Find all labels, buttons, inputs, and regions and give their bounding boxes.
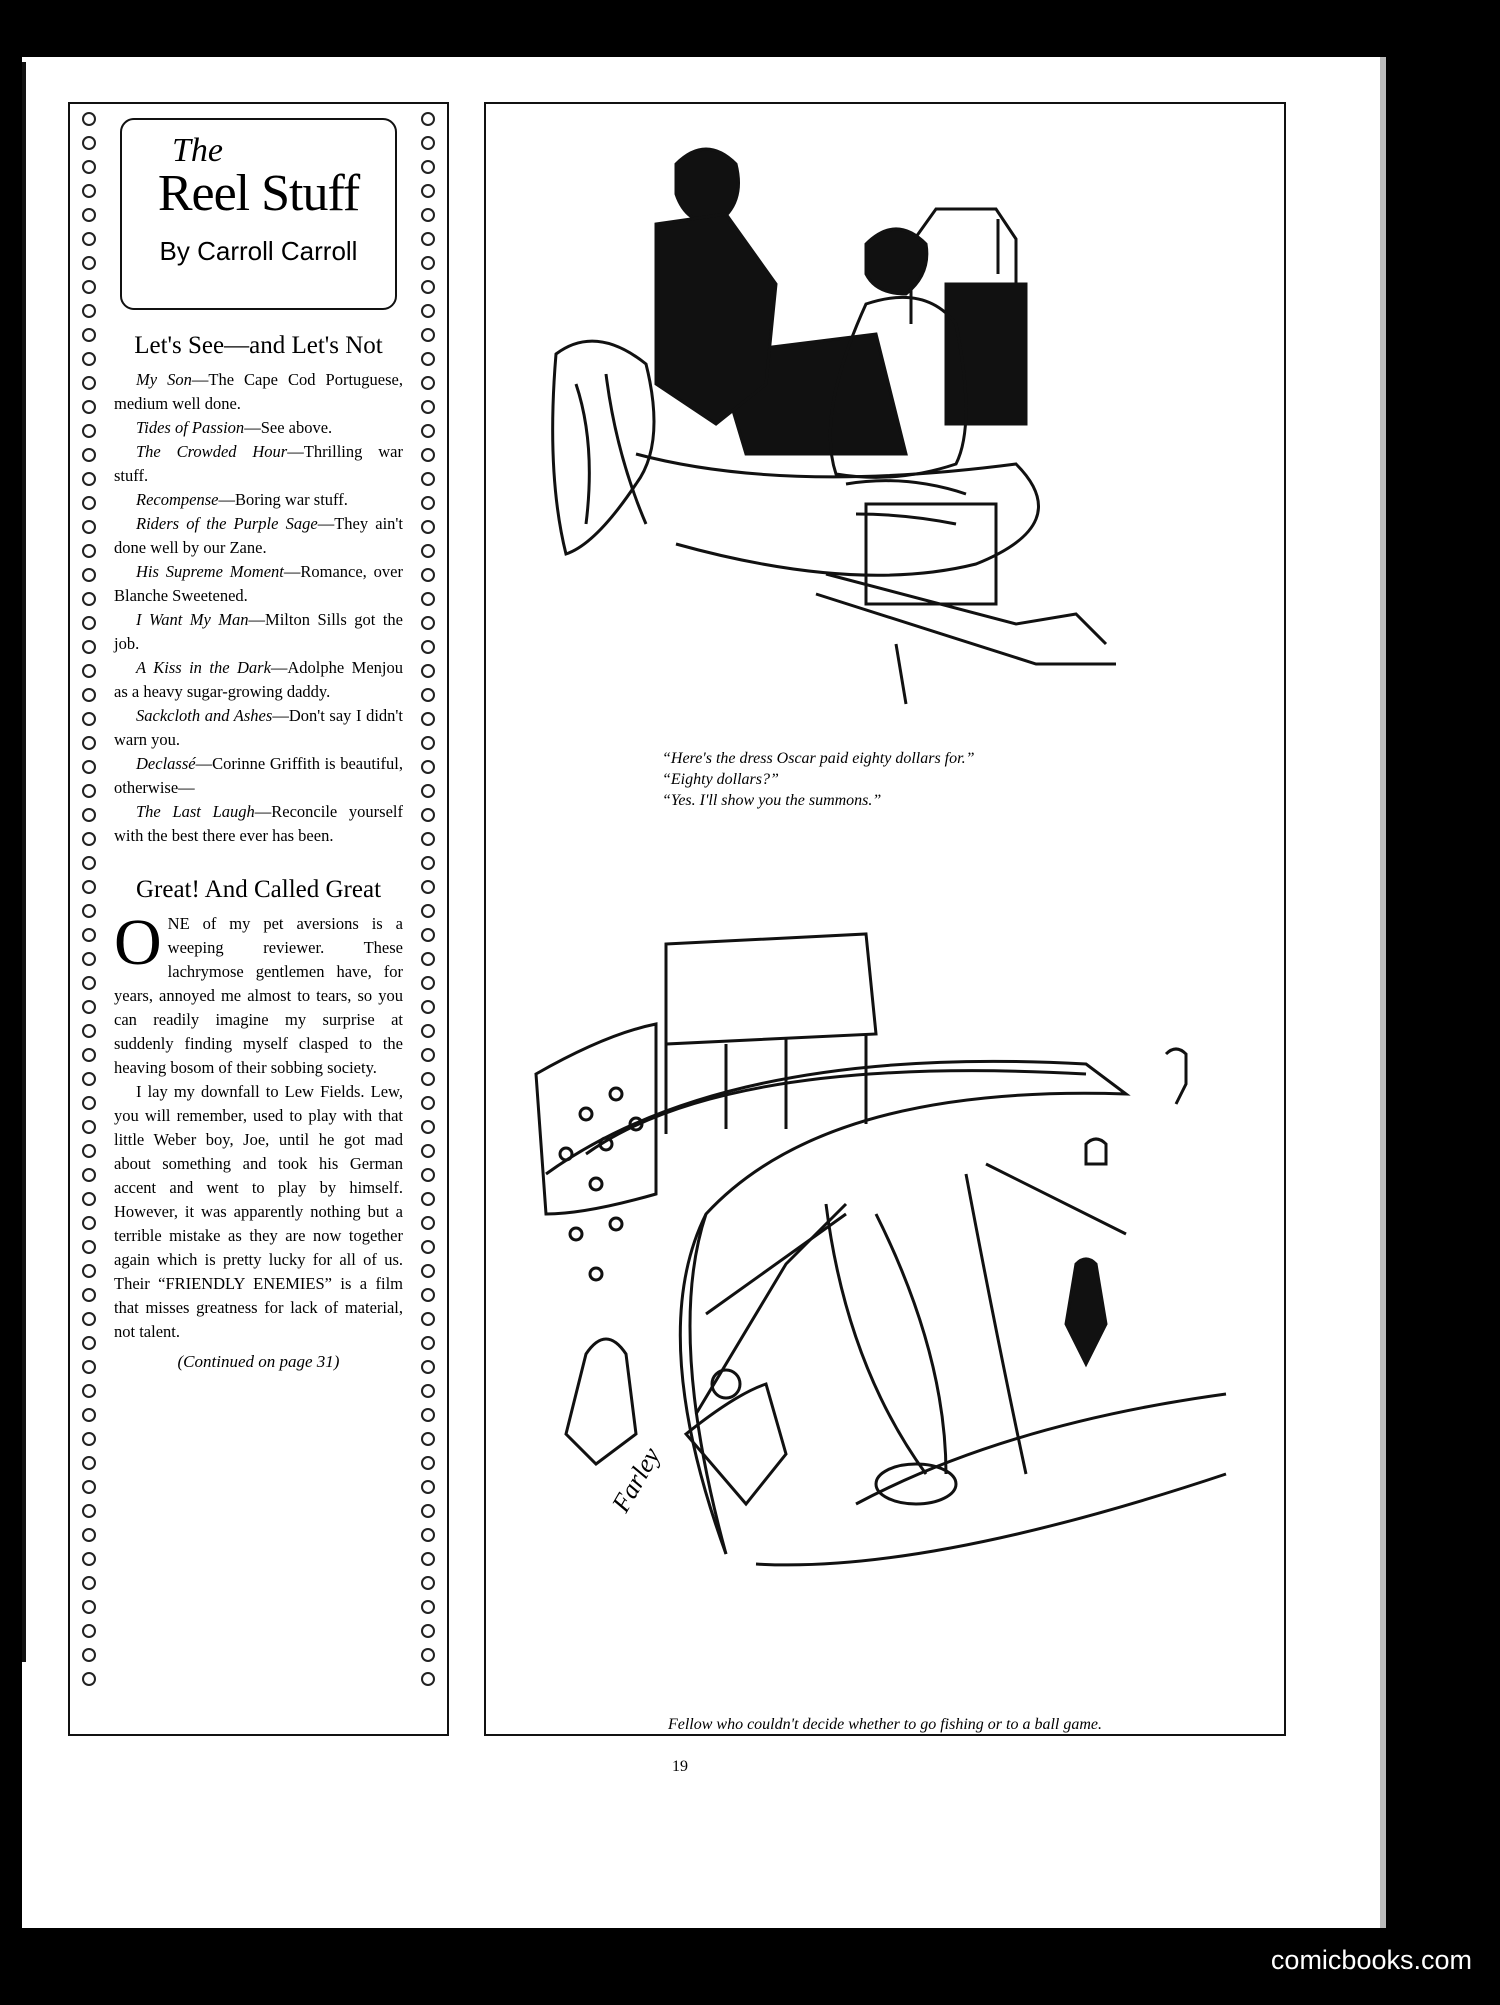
sprocket-hole bbox=[82, 1240, 96, 1254]
paragraph-1-text: NE of my pet aversions is a weeping reviewer. These lachrymose gentlemen have, for years, annoyed me almost to tears, so you can readily imagine my surprise at suddenly finding myself clasped to the heaving bosom of their sobbing society. bbox=[114, 914, 403, 1077]
caption-line-2: “Eighty dollars?” bbox=[662, 771, 779, 788]
sprocket-hole bbox=[421, 544, 435, 558]
sprocket-hole bbox=[82, 1288, 96, 1302]
continued-note: (Continued on page 31) bbox=[177, 1352, 340, 1371]
sprocket-hole bbox=[421, 1336, 435, 1350]
column-title: Reel Stuff bbox=[157, 165, 360, 222]
sprocket-hole bbox=[82, 280, 96, 294]
sprocket-hole bbox=[82, 1144, 96, 1158]
review-text: —See above. bbox=[244, 418, 333, 437]
film-sprockets-right bbox=[417, 112, 439, 1726]
sprocket-hole bbox=[421, 1624, 435, 1638]
sprocket-hole bbox=[82, 304, 96, 318]
film-title: My Son bbox=[136, 370, 192, 389]
review-text: —Thrilling war stuff. bbox=[114, 442, 403, 485]
sprocket-hole bbox=[82, 1624, 96, 1638]
review-text: —Don't say I didn't warn you. bbox=[114, 706, 403, 749]
sprocket-hole bbox=[421, 736, 435, 750]
sprocket-hole bbox=[421, 1480, 435, 1494]
review-text: —Corinne Griffith is beautiful, otherwise— bbox=[114, 754, 403, 797]
review-item bbox=[114, 416, 403, 440]
sprocket-hole bbox=[421, 688, 435, 702]
section-heading-great: Great! And Called Great bbox=[135, 876, 382, 903]
sprocket-hole bbox=[421, 520, 435, 534]
binding-line bbox=[22, 62, 26, 1662]
sprocket-hole bbox=[421, 1240, 435, 1254]
sprocket-hole bbox=[421, 448, 435, 462]
sprocket-hole bbox=[421, 1672, 435, 1686]
sprocket-hole bbox=[82, 1264, 96, 1278]
review-item bbox=[114, 512, 403, 560]
sprocket-hole bbox=[82, 784, 96, 798]
review-item bbox=[114, 560, 403, 608]
sprocket-hole bbox=[82, 1600, 96, 1614]
cartoon-1-caption bbox=[662, 748, 974, 811]
sprocket-hole bbox=[421, 976, 435, 990]
film-title: Recompense bbox=[136, 490, 219, 509]
title-the: The bbox=[172, 132, 223, 169]
sprocket-hole bbox=[421, 1288, 435, 1302]
sprocket-hole bbox=[421, 1048, 435, 1062]
sprocket-hole bbox=[421, 856, 435, 870]
sprocket-hole bbox=[82, 112, 96, 126]
sprocket-hole bbox=[421, 784, 435, 798]
sprocket-hole bbox=[82, 952, 96, 966]
sprocket-hole bbox=[421, 1576, 435, 1590]
sprocket-hole bbox=[82, 496, 96, 510]
sprocket-hole bbox=[82, 184, 96, 198]
sprocket-hole bbox=[421, 832, 435, 846]
sprocket-hole bbox=[421, 904, 435, 918]
sprocket-hole bbox=[421, 376, 435, 390]
sprocket-hole bbox=[82, 1552, 96, 1566]
caption-line-3: “Yes. I'll show you the summons.” bbox=[662, 792, 882, 809]
sprocket-hole bbox=[421, 424, 435, 438]
sprocket-hole bbox=[82, 1504, 96, 1518]
sprocket-hole bbox=[82, 1576, 96, 1590]
sprocket-hole bbox=[421, 112, 435, 126]
sprocket-hole bbox=[421, 232, 435, 246]
film-title: Tides of Passion bbox=[136, 418, 245, 437]
sprocket-hole bbox=[82, 160, 96, 174]
film-sprockets-left bbox=[78, 112, 100, 1726]
sprocket-hole bbox=[421, 1600, 435, 1614]
sprocket-hole bbox=[421, 1264, 435, 1278]
sprocket-hole bbox=[421, 1648, 435, 1662]
byline: By Carroll Carroll bbox=[159, 236, 358, 266]
sprocket-hole bbox=[421, 328, 435, 342]
sprocket-hole bbox=[82, 1312, 96, 1326]
sprocket-hole bbox=[421, 616, 435, 630]
sprocket-hole bbox=[421, 1528, 435, 1542]
sprocket-hole bbox=[82, 664, 96, 678]
sprocket-hole bbox=[82, 400, 96, 414]
review-text: —The Cape Cod Portuguese, medium well done. bbox=[114, 370, 403, 413]
sprocket-hole bbox=[421, 568, 435, 582]
sprocket-hole bbox=[82, 688, 96, 702]
sprocket-hole bbox=[82, 544, 96, 558]
sprocket-hole bbox=[421, 1168, 435, 1182]
sprocket-hole bbox=[82, 352, 96, 366]
sprocket-hole bbox=[82, 1024, 96, 1038]
sprocket-hole bbox=[82, 1456, 96, 1470]
sprocket-hole bbox=[82, 880, 96, 894]
sprocket-hole bbox=[82, 1216, 96, 1230]
article-paragraph-2: I lay my downfall to Lew Fields. Lew, you will remember, used to play with that little Weber boy, Joe, until he got mad about something and took his German accent and went to play by himself. However, it was apparently nothing but a terrible mistake as they are now together again which is pretty lucky for all of us. Their “FRIENDLY ENEMIES” is a film that misses greatness for lack of material, not talent. bbox=[114, 1082, 403, 1341]
film-title: Sackcloth and Ashes bbox=[136, 706, 273, 725]
review-item bbox=[114, 656, 403, 704]
sprocket-hole bbox=[421, 1072, 435, 1086]
sprocket-hole bbox=[421, 1408, 435, 1422]
sprocket-hole bbox=[421, 1552, 435, 1566]
sprocket-hole bbox=[82, 208, 96, 222]
review-text: —Milton Sills got the job. bbox=[114, 610, 403, 653]
sprocket-hole bbox=[421, 1216, 435, 1230]
section-heading-lets-see: Let's See—and Let's Not bbox=[134, 332, 383, 359]
sprocket-hole bbox=[82, 232, 96, 246]
sprocket-hole bbox=[82, 640, 96, 654]
sprocket-hole bbox=[421, 400, 435, 414]
cartoon-2-caption: Fellow who couldn't decide whether to go fishing or to a ball game. bbox=[667, 1716, 1103, 1733]
sprocket-hole bbox=[82, 1072, 96, 1086]
sprocket-hole bbox=[421, 1504, 435, 1518]
sprocket-hole bbox=[421, 664, 435, 678]
sprocket-hole bbox=[421, 952, 435, 966]
watermark: comicbooks.com bbox=[1270, 1945, 1472, 1975]
sprocket-hole bbox=[421, 136, 435, 150]
sprocket-hole bbox=[421, 1000, 435, 1014]
sprocket-hole bbox=[82, 472, 96, 486]
sprocket-hole bbox=[421, 496, 435, 510]
sprocket-hole bbox=[82, 832, 96, 846]
sprocket-hole bbox=[82, 616, 96, 630]
sprocket-hole bbox=[82, 1168, 96, 1182]
sprocket-hole bbox=[82, 1120, 96, 1134]
sprocket-hole bbox=[82, 376, 96, 390]
sprocket-hole bbox=[421, 928, 435, 942]
sprocket-hole bbox=[421, 304, 435, 318]
review-item bbox=[114, 608, 403, 656]
film-title: Declassé bbox=[136, 754, 196, 773]
sprocket-hole bbox=[421, 1120, 435, 1134]
sprocket-hole bbox=[82, 424, 96, 438]
sprocket-hole bbox=[421, 184, 435, 198]
caption-line-1: “Here's the dress Oscar paid eighty dollars for.” bbox=[662, 750, 975, 767]
sprocket-hole bbox=[421, 1144, 435, 1158]
sprocket-hole bbox=[82, 1528, 96, 1542]
sprocket-hole bbox=[82, 1360, 96, 1374]
cartoon-panel bbox=[484, 102, 1286, 1736]
sprocket-hole bbox=[421, 808, 435, 822]
film-title: Riders of the Purple Sage bbox=[136, 514, 318, 533]
sprocket-hole bbox=[82, 1672, 96, 1686]
sprocket-hole bbox=[82, 1384, 96, 1398]
review-item bbox=[114, 440, 403, 488]
reel-stuff-column bbox=[68, 102, 449, 1736]
sprocket-hole bbox=[421, 1024, 435, 1038]
sprocket-hole bbox=[82, 592, 96, 606]
sprocket-hole bbox=[421, 1456, 435, 1470]
review-text: —Romance, over Blanche Sweetened. bbox=[114, 562, 403, 605]
review-item bbox=[114, 704, 403, 752]
review-item bbox=[114, 488, 403, 512]
review-text: —They ain't done well by our Zane. bbox=[114, 514, 403, 557]
sprocket-hole bbox=[82, 736, 96, 750]
sprocket-hole bbox=[82, 520, 96, 534]
ballpark-fishing-illustration bbox=[526, 914, 1256, 1594]
sprocket-hole bbox=[421, 880, 435, 894]
film-title: His Supreme Moment bbox=[136, 562, 284, 581]
page-number: 19 bbox=[672, 1758, 688, 1775]
sprocket-hole bbox=[421, 160, 435, 174]
review-text: —Adolphe Menjou as a heavy sugar-growing daddy. bbox=[114, 658, 403, 701]
sprocket-hole bbox=[82, 760, 96, 774]
film-title: The Crowded Hour bbox=[136, 442, 288, 461]
sprocket-hole bbox=[82, 712, 96, 726]
sprocket-hole bbox=[421, 208, 435, 222]
review-item bbox=[114, 368, 403, 416]
dressing-room-illustration bbox=[516, 124, 1256, 744]
film-title: I Want My Man bbox=[136, 610, 249, 629]
sprocket-hole bbox=[82, 1480, 96, 1494]
sprocket-hole bbox=[82, 568, 96, 582]
article-paragraph-1 bbox=[114, 906, 403, 1080]
sprocket-hole bbox=[421, 712, 435, 726]
sprocket-hole bbox=[421, 280, 435, 294]
sprocket-hole bbox=[82, 1000, 96, 1014]
column-title-box bbox=[120, 118, 397, 310]
sprocket-hole bbox=[421, 592, 435, 606]
sprocket-hole bbox=[82, 256, 96, 270]
sprocket-hole bbox=[82, 808, 96, 822]
sprocket-hole bbox=[421, 256, 435, 270]
sprocket-hole bbox=[421, 1384, 435, 1398]
drop-cap: O bbox=[114, 906, 162, 979]
sprocket-hole bbox=[82, 1192, 96, 1206]
sprocket-hole bbox=[421, 1192, 435, 1206]
sprocket-hole bbox=[421, 472, 435, 486]
sprocket-hole bbox=[82, 1336, 96, 1350]
sprocket-hole bbox=[82, 904, 96, 918]
page-edge bbox=[1380, 57, 1386, 1928]
sprocket-hole bbox=[82, 1048, 96, 1062]
sprocket-hole bbox=[82, 1408, 96, 1422]
sprocket-hole bbox=[82, 976, 96, 990]
film-title: The Last Laugh bbox=[136, 802, 255, 821]
sprocket-hole bbox=[82, 328, 96, 342]
sprocket-hole bbox=[421, 760, 435, 774]
artist-signature: Farley bbox=[606, 1442, 666, 1517]
film-title: A Kiss in the Dark bbox=[136, 658, 271, 677]
sprocket-hole bbox=[82, 136, 96, 150]
review-item bbox=[114, 752, 403, 800]
sprocket-hole bbox=[421, 1360, 435, 1374]
sprocket-hole bbox=[82, 1432, 96, 1446]
sprocket-hole bbox=[421, 1312, 435, 1326]
sprocket-hole bbox=[421, 1096, 435, 1110]
sprocket-hole bbox=[82, 1648, 96, 1662]
review-text: —Boring war stuff. bbox=[218, 490, 348, 509]
column-content bbox=[114, 114, 403, 1724]
review-item bbox=[114, 800, 403, 848]
sprocket-hole bbox=[82, 448, 96, 462]
sprocket-hole bbox=[421, 640, 435, 654]
sprocket-hole bbox=[82, 928, 96, 942]
review-text: —Reconcile yourself with the best there ever has been. bbox=[114, 802, 403, 845]
sprocket-hole bbox=[421, 1432, 435, 1446]
review-list bbox=[114, 368, 403, 848]
sprocket-hole bbox=[421, 352, 435, 366]
sprocket-hole bbox=[82, 1096, 96, 1110]
sprocket-hole bbox=[82, 856, 96, 870]
